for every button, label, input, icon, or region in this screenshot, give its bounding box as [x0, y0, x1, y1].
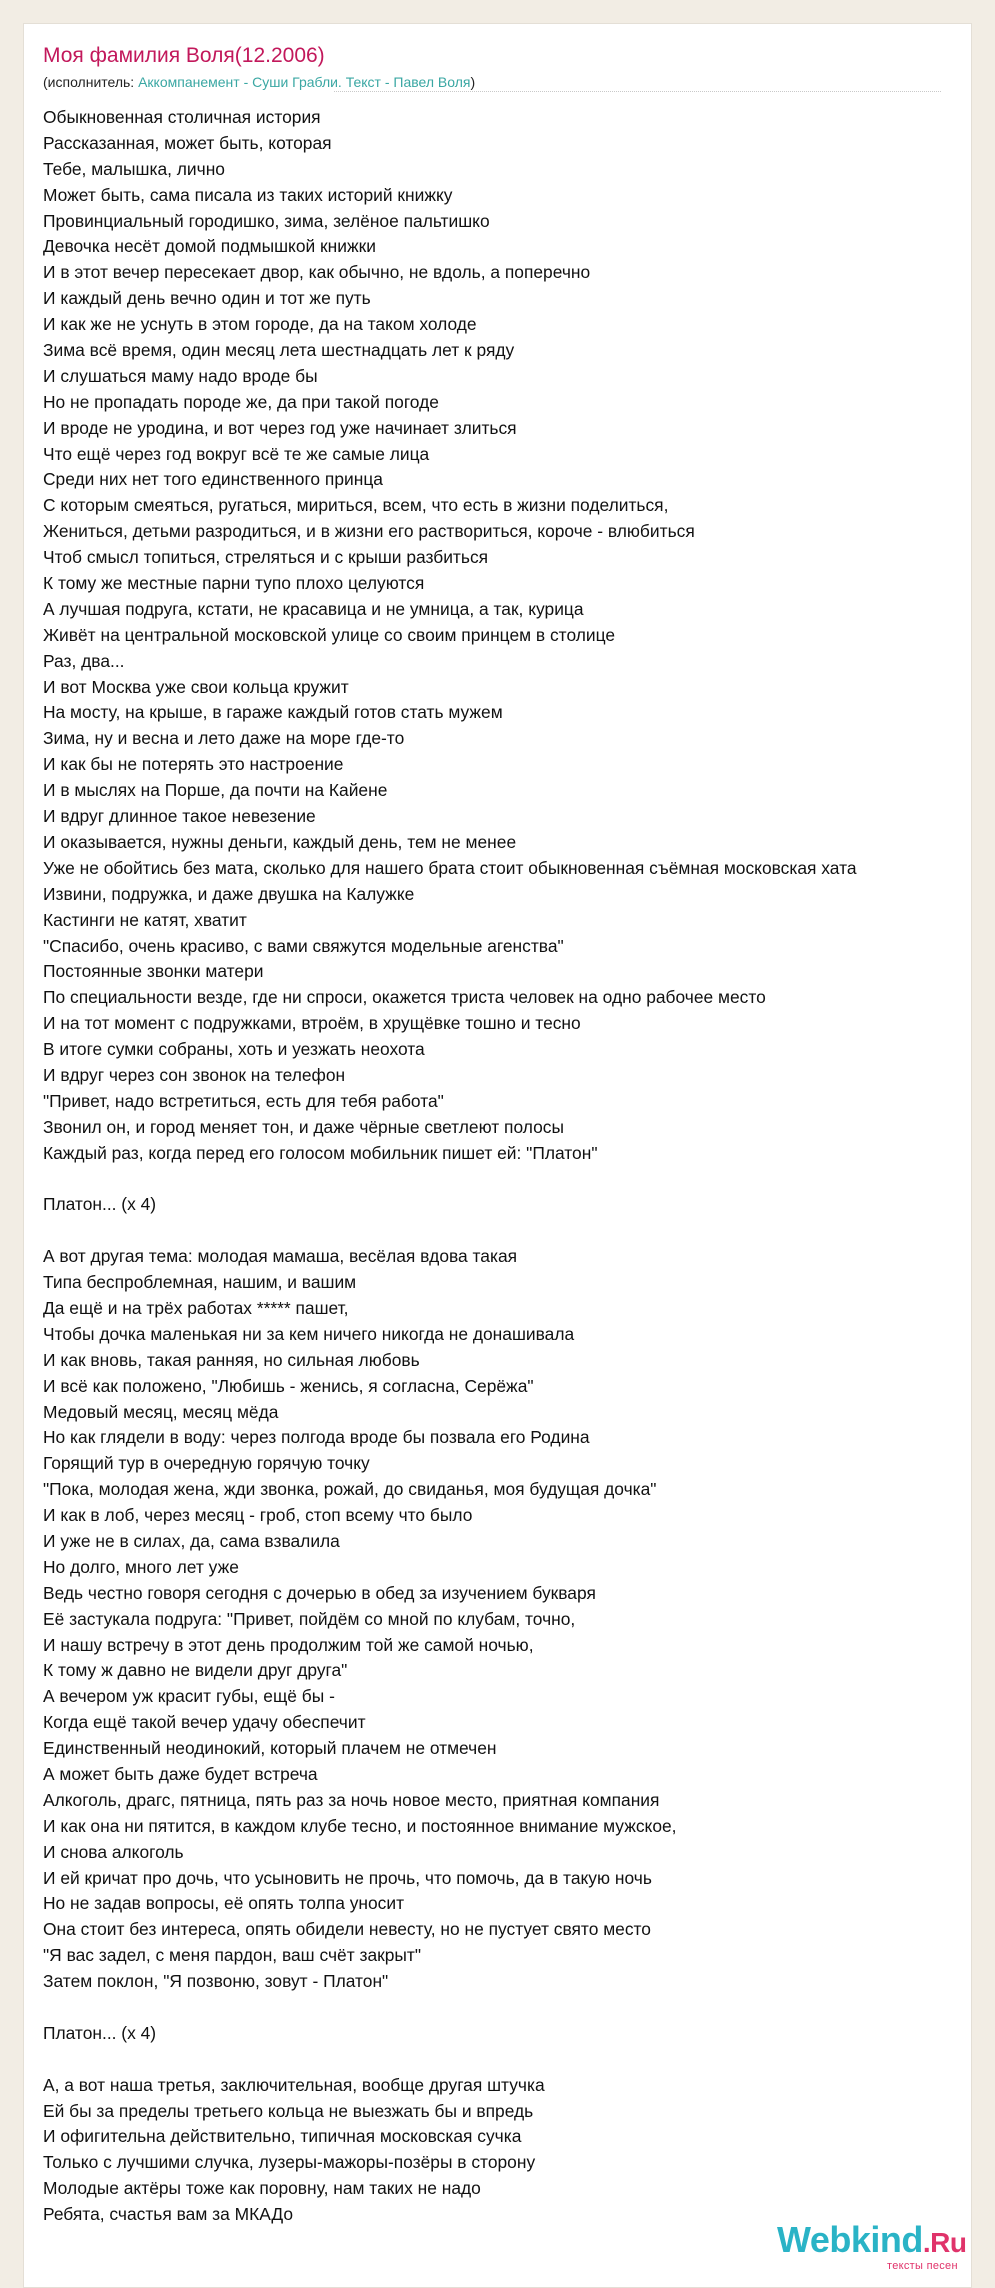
- lyric-line: И вдруг через сон звонок на телефон: [43, 1064, 346, 1085]
- lyric-line: И слушаться маму надо вроде бы: [43, 365, 318, 386]
- logo-tagline: тексты песен: [887, 2260, 958, 2272]
- lyric-line: Среди них нет того единственного принца: [43, 469, 383, 490]
- lyric-line: Постоянные звонки матери: [43, 961, 264, 982]
- lyric-line: Затем поклон, "Я позвоню, зовут - Платон": [43, 1971, 389, 1992]
- lyric-line: И ей кричат про дочь, что усыновить не прочь, что помочь, да в такую ночь: [43, 1867, 652, 1888]
- lyric-line: И на тот момент с подружками, втроём, в хрущёвке тошно и тесно: [43, 1013, 581, 1034]
- stanza-break: [43, 1167, 972, 1193]
- lyric-line: Раз, два...: [43, 650, 125, 671]
- lyric-line: Чтобы дочка маленькая ни за кем ничего никогда не донашивала: [43, 1323, 575, 1344]
- lyric-line: Она стоит без интереса, опять обидели невесту, но не пустует свято место: [43, 1919, 651, 1940]
- lyric-line: Может быть, сама писала из таких историй книжку: [43, 184, 453, 205]
- lyric-line: "Я вас задел, с меня пардон, ваш счёт закрыт": [43, 1945, 422, 1966]
- lyric-line: Жениться, детьми разродиться, и в жизни его раствориться, короче - влюбиться: [43, 521, 695, 542]
- lyric-line: Горящий тур в очередную горячую точку: [43, 1453, 370, 1474]
- lyric-line: И уже не в силах, да, сама взвалила: [43, 1530, 340, 1551]
- lyrics-card: [23, 23, 972, 2288]
- stanza-break: [43, 1995, 972, 2021]
- lyric-line: И нашу встречу в этот день продолжим той же самой ночью,: [43, 1634, 534, 1655]
- lyric-line: Да ещё и на трёх работах ***** пашет,: [43, 1297, 349, 1318]
- lyric-line: Платон... (х 4): [43, 1194, 157, 1215]
- lyric-line: Ведь честно говоря сегодня с дочерью в обед за изучением букваря: [43, 1582, 596, 1603]
- lyric-line: Молодые актёры тоже как поровну, нам таких не надо: [43, 2178, 481, 2199]
- lyric-line: Только с лучшими случка, лузеры-мажоры-позёры в сторону: [43, 2152, 536, 2173]
- lyric-line: Платон... (х 4): [43, 2022, 157, 2043]
- lyric-line: Медовый месяц, месяц мёда: [43, 1401, 279, 1422]
- lyric-line: Каждый раз, когда перед его голосом мобильник пишет ей: "Платон": [43, 1142, 598, 1163]
- logo-wordmark: [777, 2219, 966, 2264]
- lyric-line: А вот другая тема: молодая мамаша, весёлая вдова такая: [43, 1246, 518, 1267]
- lyric-line: Обыкновенная столичная история: [43, 107, 321, 127]
- lyric-line: А, а вот наша третья, заключительная, вообще другая штучка: [43, 2074, 545, 2095]
- dotted-separator: [334, 91, 941, 92]
- performer-link[interactable]: Аккомпанемент - Суши Грабли. Текст - Павел Воля: [138, 74, 471, 90]
- lyric-line: И как вновь, такая ранняя, но сильная любовь: [43, 1349, 420, 1370]
- lyric-line: И как бы не потерять это настроение: [43, 754, 344, 775]
- lyric-line: "Привет, надо встретиться, есть для тебя работа": [43, 1090, 444, 1111]
- performer-suffix: ): [470, 74, 476, 90]
- lyric-line: Живёт на центральной московской улице со своим принцем в столице: [43, 624, 616, 645]
- lyric-line: К тому же местные парни тупо плохо целуются: [43, 573, 425, 594]
- lyric-line: А вечером уж красит губы, ещё бы -: [43, 1686, 335, 1707]
- lyric-line: В итоге сумки собраны, хоть и уезжать неохота: [43, 1039, 425, 1060]
- logo-tld: .Ru: [922, 2227, 967, 2258]
- lyric-line: А лучшая подруга, кстати, не красавица и не умница, а так, курица: [43, 598, 584, 619]
- lyric-line: Чтоб смысл топиться, стреляться и с крыши разбиться: [43, 547, 489, 568]
- song-title: Моя фамилия Воля(12.2006): [43, 44, 325, 67]
- lyric-line: Типа беспроблемная, нашим, и вашим: [43, 1272, 357, 1293]
- lyric-line: Тебе, малышка, лично: [43, 158, 225, 179]
- lyric-line: И офигительна действительно, типичная московская сучка: [43, 2126, 522, 2147]
- lyric-line: И вдруг длинное такое невезение: [43, 806, 316, 827]
- lyric-line: Когда ещё такой вечер удачу обеспечит: [43, 1712, 366, 1733]
- lyric-line: Провинциальный городишко, зима, зелёное пальтишко: [43, 210, 490, 231]
- lyric-line: Кастинги не катят, хватит: [43, 909, 247, 930]
- lyric-line: Но не задав вопросы, её опять толпа уносит: [43, 1893, 405, 1914]
- lyric-line: Но как глядели в воду: через полгода вроде бы позвала его Родина: [43, 1427, 590, 1448]
- lyric-line: "Спасибо, очень красиво, с вами свяжутся модельные агенства": [43, 935, 564, 956]
- lyric-line: Ребята, счастья вам за МКАДо: [43, 2204, 294, 2225]
- lyric-line: К тому ж давно не видели друг друга": [43, 1660, 348, 1681]
- performer-prefix: (исполнитель:: [43, 74, 139, 90]
- lyric-line: Звонил он, и город меняет тон, и даже чёрные светлеют полосы: [43, 1116, 564, 1137]
- lyric-line: И оказывается, нужны деньги, каждый день, тем не менее: [43, 831, 517, 852]
- lyric-line: Зима, ну и весна и лето даже на море где-то: [43, 728, 405, 749]
- lyric-line: И как она ни пятится, в каждом клубе тесно, и постоянное внимание мужское,: [43, 1815, 677, 1836]
- lyric-line: И каждый день вечно один и тот же путь: [43, 288, 371, 309]
- lyric-line: И как в лоб, через месяц - гроб, стоп всему что было: [43, 1505, 473, 1526]
- lyrics-body: [43, 105, 972, 2228]
- webkind-logo[interactable]: [777, 2219, 972, 2279]
- performer-line: [43, 73, 475, 91]
- stanza-break: [43, 2047, 972, 2073]
- lyric-line: С которым смеяться, ругаться, мириться, всем, что есть в жизни поделиться,: [43, 495, 669, 516]
- lyric-line: На мосту, на крыше, в гараже каждый готов стать мужем: [43, 702, 503, 723]
- lyric-line: И всё как положено, "Любишь - женись, я согласна, Серёжа": [43, 1375, 534, 1396]
- lyric-line: "Пока, молодая жена, жди звонка, рожай, до свиданья, моя будущая дочка": [43, 1479, 657, 1500]
- lyric-line: Рассказанная, может быть, которая: [43, 132, 332, 153]
- lyric-line: И как же не уснуть в этом городе, да на таком холоде: [43, 314, 477, 335]
- lyric-line: Извини, подружка, и даже двушка на Калужке: [43, 883, 415, 904]
- lyric-line: И в этот вечер пересекает двор, как обычно, не вдоль, а поперечно: [43, 262, 591, 283]
- lyric-line: И вроде не уродина, и вот через год уже начинает злиться: [43, 417, 517, 438]
- lyric-line: Уже не обойтись без мата, сколько для нашего брата стоит обыкновенная съёмная московская хата: [43, 857, 857, 878]
- lyric-line: Девочка несёт домой подмышкой книжки: [43, 236, 376, 257]
- lyric-line: И в мыслях на Порше, да почти на Кайене: [43, 780, 388, 801]
- lyric-line: Но долго, много лет уже: [43, 1556, 239, 1577]
- lyric-line: Но не пропадать породе же, да при такой погоде: [43, 391, 439, 412]
- lyric-line: Ей бы за пределы третьего кольца не выезжать бы и впредь: [43, 2100, 534, 2121]
- stanza-break: [43, 1218, 972, 1244]
- lyric-line: И вот Москва уже свои кольца кружит: [43, 676, 349, 697]
- lyric-line: Алкоголь, драгс, пятница, пять раз за ночь новое место, приятная компания: [43, 1789, 660, 1810]
- lyric-line: И снова алкоголь: [43, 1841, 184, 1862]
- logo-name: Webkind: [777, 2219, 923, 2260]
- lyric-line: Её застукала подруга: "Привет, пойдём со мной по клубам, точно,: [43, 1608, 576, 1629]
- lyric-line: По специальности везде, где ни спроси, окажется триста человек на одно рабочее место: [43, 987, 766, 1008]
- lyric-line: Что ещё через год вокруг всё те же самые лица: [43, 443, 430, 464]
- lyric-line: А может быть даже будет встреча: [43, 1764, 318, 1784]
- lyric-line: Зима всё время, один месяц лета шестнадцать лет к ряду: [43, 340, 515, 361]
- lyric-line: Единственный неодинокий, который плачем не отмечен: [43, 1738, 497, 1759]
